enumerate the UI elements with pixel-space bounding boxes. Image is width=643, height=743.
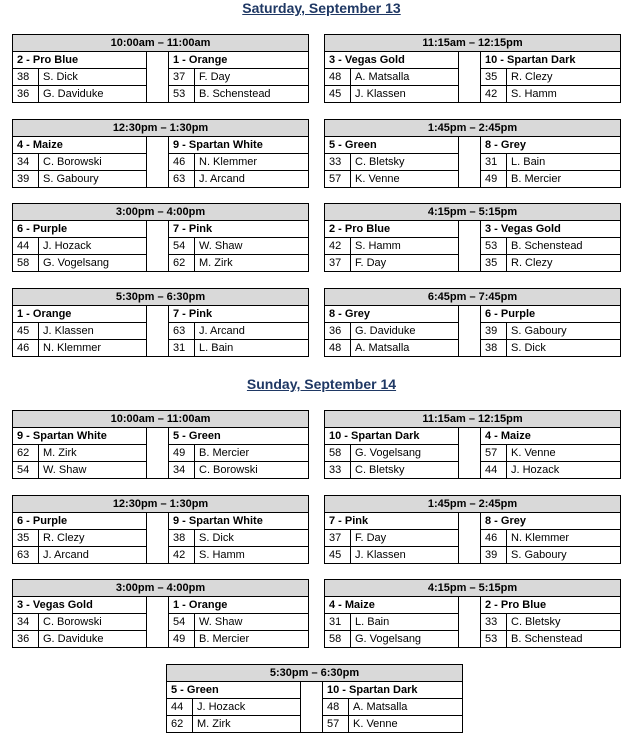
away-player-name: J. Arcand bbox=[195, 171, 309, 188]
team-row bbox=[325, 306, 621, 323]
game-table bbox=[324, 34, 621, 103]
away-player-name: K. Venne bbox=[507, 445, 621, 462]
away-player-name: S. Dick bbox=[507, 340, 621, 357]
time-row bbox=[13, 204, 309, 221]
away-player-name: C. Bletsky bbox=[507, 614, 621, 631]
home-player-name: M. Zirk bbox=[39, 445, 147, 462]
home-team-name: 6 - Purple bbox=[13, 221, 147, 238]
away-player-number: 63 bbox=[169, 171, 195, 188]
column-gap bbox=[459, 597, 481, 648]
away-player-name: S. Gaboury bbox=[507, 323, 621, 340]
away-player-name: B. Schenstead bbox=[507, 631, 621, 648]
away-player-name: N. Klemmer bbox=[195, 154, 309, 171]
home-player-number: 45 bbox=[13, 323, 39, 340]
time-row bbox=[325, 289, 621, 306]
away-player-name: S. Hamm bbox=[195, 547, 309, 564]
column-gap bbox=[147, 513, 169, 564]
day-title: Sunday, September 14 bbox=[246, 376, 397, 392]
away-player-name: S. Gaboury bbox=[507, 547, 621, 564]
home-player-number: 44 bbox=[167, 699, 193, 716]
home-player-number: 39 bbox=[13, 171, 39, 188]
away-player-number: 53 bbox=[481, 631, 507, 648]
away-player-number: 46 bbox=[481, 530, 507, 547]
away-player-number: 53 bbox=[481, 238, 507, 255]
home-player-name: W. Shaw bbox=[39, 462, 147, 479]
away-team-name: 3 - Vegas Gold bbox=[481, 221, 621, 238]
away-player-number: 49 bbox=[481, 171, 507, 188]
game-table bbox=[12, 203, 309, 272]
home-player-number: 54 bbox=[13, 462, 39, 479]
home-player-number: 35 bbox=[13, 530, 39, 547]
away-player-number: 48 bbox=[323, 699, 349, 716]
away-team-name: 9 - Spartan White bbox=[169, 513, 309, 530]
home-player-number: 33 bbox=[325, 462, 351, 479]
time-row bbox=[167, 665, 463, 682]
home-player-number: 34 bbox=[13, 614, 39, 631]
away-player-number: 44 bbox=[481, 462, 507, 479]
game-time: 10:00am – 11:00am bbox=[13, 35, 309, 52]
home-player-number: 57 bbox=[325, 171, 351, 188]
away-player-name: K. Venne bbox=[349, 716, 463, 733]
column-gap bbox=[147, 52, 169, 103]
time-row bbox=[325, 120, 621, 137]
column-gap bbox=[459, 52, 481, 103]
game-table bbox=[12, 34, 309, 103]
away-team-name: 2 - Pro Blue bbox=[481, 597, 621, 614]
game-table bbox=[12, 288, 309, 357]
away-player-number: 31 bbox=[169, 340, 195, 357]
team-row bbox=[13, 428, 309, 445]
away-player-name: B. Schenstead bbox=[507, 238, 621, 255]
time-row bbox=[13, 580, 309, 597]
home-player-name: M. Zirk bbox=[193, 716, 301, 733]
away-team-name: 10 - Spartan Dark bbox=[481, 52, 621, 69]
away-team-name: 1 - Orange bbox=[169, 597, 309, 614]
game-time: 5:30pm – 6:30pm bbox=[167, 665, 463, 682]
home-player-name: S. Dick bbox=[39, 69, 147, 86]
home-team-name: 2 - Pro Blue bbox=[13, 52, 147, 69]
home-player-number: 31 bbox=[325, 614, 351, 631]
home-player-name: A. Matsalla bbox=[351, 340, 459, 357]
home-player-name: G. Vogelsang bbox=[351, 631, 459, 648]
home-player-number: 38 bbox=[13, 69, 39, 86]
away-player-name: L. Bain bbox=[195, 340, 309, 357]
home-player-name: C. Borowski bbox=[39, 614, 147, 631]
away-player-number: 49 bbox=[169, 631, 195, 648]
home-player-number: 36 bbox=[13, 86, 39, 103]
away-team-name: 10 - Spartan Dark bbox=[323, 682, 463, 699]
away-player-name: B. Schenstead bbox=[195, 86, 309, 103]
team-row bbox=[13, 597, 309, 614]
away-team-name: 1 - Orange bbox=[169, 52, 309, 69]
home-player-name: C. Bletsky bbox=[351, 154, 459, 171]
away-player-number: 54 bbox=[169, 614, 195, 631]
away-team-name: 9 - Spartan White bbox=[169, 137, 309, 154]
time-row bbox=[13, 120, 309, 137]
home-player-name: J. Hozack bbox=[39, 238, 147, 255]
game-table bbox=[12, 495, 309, 564]
away-player-name: L. Bain bbox=[507, 154, 621, 171]
home-team-name: 1 - Orange bbox=[13, 306, 147, 323]
away-team-name: 8 - Grey bbox=[481, 137, 621, 154]
home-player-number: 44 bbox=[13, 238, 39, 255]
game-time: 4:15pm – 5:15pm bbox=[325, 204, 621, 221]
column-gap bbox=[147, 306, 169, 357]
game-time: 3:00pm – 4:00pm bbox=[13, 204, 309, 221]
time-row bbox=[325, 35, 621, 52]
column-gap bbox=[459, 221, 481, 272]
away-player-number: 57 bbox=[481, 445, 507, 462]
home-player-number: 34 bbox=[13, 154, 39, 171]
home-player-number: 63 bbox=[13, 547, 39, 564]
game-time: 1:45pm – 2:45pm bbox=[325, 120, 621, 137]
home-team-name: 9 - Spartan White bbox=[13, 428, 147, 445]
game-time: 3:00pm – 4:00pm bbox=[13, 580, 309, 597]
home-team-name: 2 - Pro Blue bbox=[325, 221, 459, 238]
away-team-name: 5 - Green bbox=[169, 428, 309, 445]
home-player-number: 37 bbox=[325, 530, 351, 547]
game-time: 6:45pm – 7:45pm bbox=[325, 289, 621, 306]
home-player-number: 33 bbox=[325, 154, 351, 171]
home-player-name: A. Matsalla bbox=[351, 69, 459, 86]
time-row bbox=[13, 496, 309, 513]
column-gap bbox=[147, 597, 169, 648]
team-row bbox=[325, 221, 621, 238]
home-player-name: N. Klemmer bbox=[39, 340, 147, 357]
away-player-number: 37 bbox=[169, 69, 195, 86]
team-row bbox=[167, 682, 463, 699]
away-player-number: 46 bbox=[169, 154, 195, 171]
time-row bbox=[13, 35, 309, 52]
team-row bbox=[13, 513, 309, 530]
game-time: 4:15pm – 5:15pm bbox=[325, 580, 621, 597]
away-team-name: 8 - Grey bbox=[481, 513, 621, 530]
game-time: 5:30pm – 6:30pm bbox=[13, 289, 309, 306]
away-player-number: 38 bbox=[169, 530, 195, 547]
away-player-number: 39 bbox=[481, 547, 507, 564]
home-player-name: F. Day bbox=[351, 530, 459, 547]
game-table bbox=[324, 288, 621, 357]
game-table bbox=[12, 579, 309, 648]
time-row bbox=[13, 411, 309, 428]
team-row bbox=[325, 428, 621, 445]
home-player-number: 46 bbox=[13, 340, 39, 357]
home-player-name: G. Vogelsang bbox=[39, 255, 147, 272]
column-gap bbox=[147, 428, 169, 479]
game-table bbox=[324, 203, 621, 272]
away-player-name: S. Dick bbox=[195, 530, 309, 547]
home-player-name: S. Hamm bbox=[351, 238, 459, 255]
home-player-number: 37 bbox=[325, 255, 351, 272]
day-title: Saturday, September 13 bbox=[242, 0, 401, 16]
home-player-number: 58 bbox=[325, 631, 351, 648]
away-player-name: B. Mercier bbox=[195, 631, 309, 648]
time-row bbox=[325, 580, 621, 597]
game-time: 12:30pm – 1:30pm bbox=[13, 120, 309, 137]
home-team-name: 4 - Maize bbox=[13, 137, 147, 154]
home-player-name: G. Daviduke bbox=[39, 86, 147, 103]
team-row bbox=[13, 52, 309, 69]
team-row bbox=[325, 137, 621, 154]
column-gap bbox=[301, 682, 323, 733]
game-time: 11:15am – 12:15pm bbox=[325, 35, 621, 52]
time-row bbox=[325, 496, 621, 513]
away-player-number: 35 bbox=[481, 255, 507, 272]
home-player-name: G. Daviduke bbox=[351, 323, 459, 340]
column-gap bbox=[459, 513, 481, 564]
game-table bbox=[324, 119, 621, 188]
game-table bbox=[324, 495, 621, 564]
home-player-number: 36 bbox=[325, 323, 351, 340]
home-player-number: 42 bbox=[325, 238, 351, 255]
away-player-number: 42 bbox=[481, 86, 507, 103]
home-team-name: 5 - Green bbox=[167, 682, 301, 699]
home-team-name: 6 - Purple bbox=[13, 513, 147, 530]
team-row bbox=[13, 306, 309, 323]
home-team-name: 5 - Green bbox=[325, 137, 459, 154]
home-player-name: J. Arcand bbox=[39, 547, 147, 564]
home-player-number: 36 bbox=[13, 631, 39, 648]
column-gap bbox=[147, 137, 169, 188]
home-player-name: K. Venne bbox=[351, 171, 459, 188]
time-row bbox=[325, 204, 621, 221]
game-table bbox=[166, 664, 463, 733]
home-player-number: 48 bbox=[325, 69, 351, 86]
away-player-name: R. Clezy bbox=[507, 69, 621, 86]
time-row bbox=[13, 289, 309, 306]
time-row bbox=[325, 411, 621, 428]
away-player-name: R. Clezy bbox=[507, 255, 621, 272]
away-player-number: 57 bbox=[323, 716, 349, 733]
away-team-name: 4 - Maize bbox=[481, 428, 621, 445]
home-player-name: C. Bletsky bbox=[351, 462, 459, 479]
team-row bbox=[13, 221, 309, 238]
home-player-number: 62 bbox=[13, 445, 39, 462]
column-gap bbox=[147, 221, 169, 272]
home-team-name: 3 - Vegas Gold bbox=[13, 597, 147, 614]
away-player-name: M. Zirk bbox=[195, 255, 309, 272]
away-player-name: J. Arcand bbox=[195, 323, 309, 340]
away-player-name: A. Matsalla bbox=[349, 699, 463, 716]
away-player-number: 39 bbox=[481, 323, 507, 340]
home-team-name: 7 - Pink bbox=[325, 513, 459, 530]
away-team-name: 7 - Pink bbox=[169, 306, 309, 323]
home-player-name: J. Klassen bbox=[351, 86, 459, 103]
home-player-number: 58 bbox=[325, 445, 351, 462]
away-player-name: W. Shaw bbox=[195, 238, 309, 255]
home-player-name: G. Vogelsang bbox=[351, 445, 459, 462]
home-player-name: R. Clezy bbox=[39, 530, 147, 547]
away-player-name: N. Klemmer bbox=[507, 530, 621, 547]
home-team-name: 10 - Spartan Dark bbox=[325, 428, 459, 445]
home-player-name: G. Daviduke bbox=[39, 631, 147, 648]
team-row bbox=[325, 513, 621, 530]
game-time: 11:15am – 12:15pm bbox=[325, 411, 621, 428]
team-row bbox=[13, 137, 309, 154]
team-row bbox=[325, 52, 621, 69]
away-player-number: 49 bbox=[169, 445, 195, 462]
home-team-name: 4 - Maize bbox=[325, 597, 459, 614]
away-player-name: W. Shaw bbox=[195, 614, 309, 631]
away-player-name: C. Borowski bbox=[195, 462, 309, 479]
home-player-name: J. Klassen bbox=[351, 547, 459, 564]
away-player-name: B. Mercier bbox=[195, 445, 309, 462]
home-player-name: C. Borowski bbox=[39, 154, 147, 171]
game-time: 12:30pm – 1:30pm bbox=[13, 496, 309, 513]
team-row bbox=[325, 597, 621, 614]
away-team-name: 7 - Pink bbox=[169, 221, 309, 238]
away-player-number: 34 bbox=[169, 462, 195, 479]
away-player-number: 63 bbox=[169, 323, 195, 340]
home-player-number: 45 bbox=[325, 547, 351, 564]
away-player-name: S. Hamm bbox=[507, 86, 621, 103]
home-player-name: J. Hozack bbox=[193, 699, 301, 716]
away-player-number: 35 bbox=[481, 69, 507, 86]
game-time: 1:45pm – 2:45pm bbox=[325, 496, 621, 513]
away-team-name: 6 - Purple bbox=[481, 306, 621, 323]
home-player-number: 48 bbox=[325, 340, 351, 357]
home-player-name: F. Day bbox=[351, 255, 459, 272]
away-player-number: 54 bbox=[169, 238, 195, 255]
game-table bbox=[324, 410, 621, 479]
away-player-number: 31 bbox=[481, 154, 507, 171]
column-gap bbox=[459, 137, 481, 188]
game-table bbox=[12, 410, 309, 479]
home-player-name: S. Gaboury bbox=[39, 171, 147, 188]
column-gap bbox=[459, 428, 481, 479]
away-player-number: 62 bbox=[169, 255, 195, 272]
game-time: 10:00am – 11:00am bbox=[13, 411, 309, 428]
home-player-number: 62 bbox=[167, 716, 193, 733]
away-player-name: F. Day bbox=[195, 69, 309, 86]
home-team-name: 8 - Grey bbox=[325, 306, 459, 323]
away-player-number: 42 bbox=[169, 547, 195, 564]
column-gap bbox=[459, 306, 481, 357]
game-table bbox=[12, 119, 309, 188]
home-player-number: 58 bbox=[13, 255, 39, 272]
game-table bbox=[324, 579, 621, 648]
away-player-name: B. Mercier bbox=[507, 171, 621, 188]
home-player-name: J. Klassen bbox=[39, 323, 147, 340]
away-player-number: 38 bbox=[481, 340, 507, 357]
away-player-name: J. Hozack bbox=[507, 462, 621, 479]
away-player-number: 53 bbox=[169, 86, 195, 103]
home-player-number: 45 bbox=[325, 86, 351, 103]
away-player-number: 33 bbox=[481, 614, 507, 631]
home-player-name: L. Bain bbox=[351, 614, 459, 631]
home-team-name: 3 - Vegas Gold bbox=[325, 52, 459, 69]
